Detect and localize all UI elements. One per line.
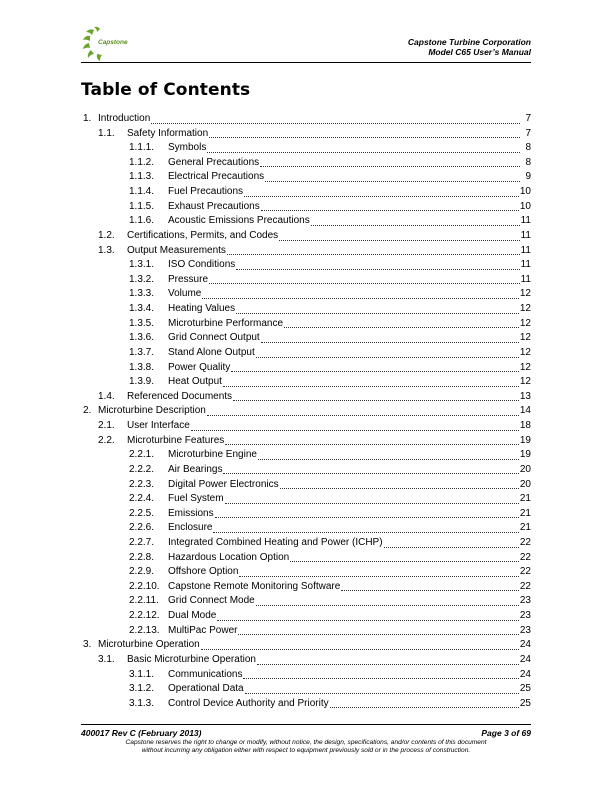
toc-entry-number: 2.2.2. [129,463,155,475]
toc-entry-page: 13 [519,390,531,402]
toc-entry-title: Grid Connect Output [168,332,260,344]
toc-entry-page: 23 [519,624,531,636]
toc-dot-leader [209,283,520,284]
toc-entry[interactable] [83,346,531,361]
toc-entry[interactable] [83,478,531,493]
toc-entry-number: 2.2.11. [129,595,159,607]
toc-entry-title: Microturbine Performance [168,317,284,329]
toc-entry-page: 8 [525,142,531,154]
toc-entry-title: Digital Power Electronics [168,478,279,490]
toc-entry-page: 10 [519,200,531,212]
toc-entry-number: 1.3.3. [129,288,155,300]
toc-entry[interactable] [83,682,531,697]
toc-entry-number: 2. [83,405,92,417]
toc-entry-page: 7 [525,113,531,124]
toc-entry[interactable] [83,141,531,156]
toc-entry[interactable] [83,170,531,185]
toc-entry[interactable] [83,448,531,463]
toc-dot-leader [209,137,520,138]
toc-entry[interactable] [83,273,531,288]
toc-entry[interactable] [83,127,531,142]
toc-entry-title: Output Measurements [127,244,226,256]
toc-dot-leader [201,649,519,650]
toc-entry[interactable] [83,112,531,127]
toc-entry[interactable] [83,609,531,624]
toc-dot-leader [290,561,519,562]
toc-dot-leader [243,678,518,679]
toc-dot-leader [223,386,519,387]
toc-dot-leader [280,488,519,489]
toc-entry-number: 1.3.5. [129,317,155,329]
toc-entry-page: 12 [519,376,531,388]
toc-dot-leader [223,473,518,474]
toc-dot-leader [261,210,519,211]
toc-entry-page: 25 [519,697,531,709]
page-header [408,37,531,57]
disclaimer [70,739,542,756]
toc-entry-number: 2.2.13. [129,624,160,636]
toc-entry-title: Pressure [168,273,209,285]
toc-entry-page: 22 [519,536,531,548]
toc-dot-leader [207,152,520,153]
toc-entry-page: 14 [519,405,531,417]
toc-entry-title: Certifications, Permits, and Codes [127,229,279,241]
toc-entry[interactable] [83,624,531,639]
toc-entry-page: 20 [519,463,531,475]
toc-entry[interactable] [83,404,531,419]
toc-entry-page: 22 [519,551,531,563]
toc-entry-number: 3.1.1. [129,668,155,680]
toc-dot-leader [225,503,519,504]
toc-entry-number: 3.1. [98,653,115,665]
toc-entry-title: Capstone Remote Monitoring Software [168,580,341,592]
toc-entry-page: 21 [519,507,531,519]
toc-entry-title: Symbols [168,142,207,154]
toc-entry-number: 1.1.5. [129,200,155,212]
toc-entry-number: 2.2.8. [129,551,155,563]
toc-entry-number: 1.3.7. [129,346,155,358]
toc-entry-number: 2.2.3. [129,478,155,490]
toc-dot-leader [217,620,519,621]
toc-entry-number: 1.1.2. [129,156,155,168]
toc-entry-title: Acoustic Emissions Precautions [168,215,310,227]
toc-dot-leader [213,532,518,533]
toc-entry-title: Safety Information [127,127,209,139]
toc-entry[interactable] [83,185,531,200]
toc-entry-title: Fuel System [168,493,224,505]
toc-entry-title: ISO Conditions [168,259,236,271]
toc-entry-page: 22 [519,580,531,592]
toc-entry[interactable] [83,463,531,478]
disclaimer-line: without incurring any obligation either with respect to equipment previously sold or in the process of construction. [141,747,471,755]
toc-entry-page: 24 [519,639,531,651]
toc-entry[interactable] [83,200,531,215]
toc-entry-number: 3.1.2. [129,683,155,695]
toc-entry[interactable] [83,565,531,580]
toc-entry-title: Dual Mode [168,610,217,622]
toc-entry-number: 1.3.4. [129,303,155,315]
toc-entry[interactable] [83,492,531,507]
toc-entry-title: General Precautions [168,156,260,168]
toc-entry-number: 1.3.9. [129,376,155,388]
toc-dot-leader [256,357,519,358]
toc-entry-number: 1. [83,113,92,124]
toc-entry-number: 2.2.12. [129,610,160,622]
toc-entry[interactable] [83,507,531,522]
page-title: Table of Contents [81,80,251,100]
toc-dot-leader [236,313,519,314]
toc-entry[interactable] [83,229,531,244]
toc-entry[interactable] [83,287,531,302]
toc-entry-title: Microturbine Engine [168,449,257,461]
toc-entry[interactable] [83,375,531,390]
toc-entry-number: 2.2.10. [129,580,160,592]
toc-entry-number: 1.1. [98,127,115,139]
toc-entry-page: 9 [525,171,531,183]
toc-dot-leader [284,327,519,328]
company-name: Capstone Turbine Corporation [407,37,531,47]
toc-entry-number: 2.2.6. [129,522,155,534]
toc-entry-number: 1.4. [98,390,115,402]
toc-entry-number: 2.2.5. [129,507,155,519]
disclaimer-line: Capstone reserves the right to change or modify, without notice, the design, specifications, and/or contents of this document [125,739,487,746]
toc-entry-title: Heating Values [168,303,236,315]
toc-entry-number: 1.1.4. [129,186,155,198]
toc-entry-number: 3. [83,639,92,651]
toc-entry-page: 22 [519,566,531,578]
toc-dot-leader [225,444,519,445]
toc-entry[interactable] [83,594,531,609]
toc-dot-leader [311,225,520,226]
toc-entry-number: 3.1.3. [129,697,155,709]
toc-entry[interactable] [83,653,531,668]
toc-dot-leader [215,517,519,518]
toc-entry-title: Offshore Option [168,566,239,578]
toc-entry-title: Hazardous Location Option [168,551,290,563]
toc-entry-number: 2.2. [98,434,115,446]
toc-entry-title: Volume [168,288,202,300]
toc-entry-number: 1.3.8. [129,361,155,373]
toc-entry-title: Microturbine Description [98,405,206,417]
toc-entry-number: 1.1.6. [129,215,155,227]
toc-entry-page: 19 [519,449,531,461]
toc-entry-page: 18 [519,420,531,432]
toc-entry-title: Introduction [98,113,151,124]
header-divider [81,62,531,63]
toc-entry[interactable] [83,317,531,332]
toc-dot-leader [257,664,519,665]
toc-entry[interactable] [83,668,531,683]
toc-entry[interactable] [83,536,531,551]
toc-dot-leader [207,415,519,416]
footer-divider [81,724,531,725]
toc-dot-leader [236,269,519,270]
toc-entry-page: 24 [519,668,531,680]
toc-entry-number: 1.2. [98,229,115,241]
toc-entry-title: Integrated Combined Heating and Power (ICHP) [168,536,383,548]
toc-entry-title: User Interface [127,420,190,432]
toc-entry-title: Microturbine Features [127,434,225,446]
toc-entry-page: 23 [519,595,531,607]
toc-entry[interactable] [83,302,531,317]
toc-entry-page: 12 [519,361,531,373]
toc-dot-leader [244,196,519,197]
toc-entry-page: 23 [519,610,531,622]
toc-entry[interactable] [83,638,531,653]
toc-entry-page: 12 [519,288,531,300]
toc-entry[interactable] [83,580,531,595]
toc-entry-title: Air Bearings [168,463,223,475]
toc-dot-leader [245,693,519,694]
toc-entry-page: 8 [525,156,531,168]
toc-entry[interactable] [83,244,531,259]
toc-entry-number: 2.1. [98,420,115,432]
toc-dot-leader [341,590,519,591]
toc-entry-number: 2.2.9. [129,566,155,578]
toc-dot-leader [202,298,519,299]
toc-dot-leader [261,342,519,343]
toc-entry-title: MultiPac Power [168,624,238,636]
toc-entry-page: 12 [519,303,531,315]
toc-entry-title: Electrical Precautions [168,171,265,183]
toc-entry[interactable] [83,214,531,229]
document-revision: 400017 Rev C (February 2013) [81,728,202,738]
toc-entry-title: Operational Data [168,683,244,695]
toc-entry-page: 20 [519,478,531,490]
toc-entry-title: Heat Output [168,376,222,388]
toc-entry-title: Exhaust Precautions [168,200,260,212]
toc-entry[interactable] [83,419,531,434]
toc-entry-page: 11 [520,273,531,285]
toc-entry-title: Communications [168,668,243,680]
toc-entry-title: Grid Connect Mode [168,595,255,607]
toc-entry-title: Basic Microturbine Operation [127,653,256,665]
toc-entry-title: Fuel Precautions [168,186,244,198]
toc-dot-leader [256,605,519,606]
toc-entry-page: 11 [520,259,531,271]
toc-entry-page: 12 [519,317,531,329]
toc-entry-title: Stand Alone Output [168,346,255,358]
toc-entry-page: 12 [519,332,531,344]
toc-entry-page: 19 [519,434,531,446]
toc-entry-number: 1.3.1. [129,259,155,271]
toc-entry[interactable] [83,331,531,346]
toc-entry-page: 21 [519,522,531,534]
toc-entry-title: Microturbine Operation [98,639,200,651]
toc-dot-leader [384,547,519,548]
toc-entry-number: 1.3.2. [129,273,155,285]
toc-entry-number: 1.3.6. [129,332,155,344]
toc-entry-title: Emissions [168,507,214,519]
toc-dot-leader [260,166,520,167]
toc-entry-number: 2.2.4. [129,493,155,505]
toc-entry-title: Control Device Authority and Priority [168,697,329,709]
toc-entry-number: 1.3. [98,244,115,256]
toc-dot-leader [231,371,519,372]
toc-entry[interactable] [83,258,531,273]
toc-entry-number: 2.2.7. [129,536,155,548]
toc-entry-page: 11 [520,215,531,227]
toc-entry-title: Power Quality [168,361,231,373]
toc-dot-leader [330,707,519,708]
toc-entry[interactable] [83,697,531,712]
toc-entry-title: Referenced Documents [127,390,233,402]
toc-entry-title: Enclosure [168,522,213,534]
toc-entry-page: 10 [519,186,531,198]
toc-entry-number: 1.1.1. [129,142,155,154]
toc-entry-page: 7 [525,127,531,139]
toc-entry[interactable] [83,361,531,376]
toc-entry-page: 21 [519,493,531,505]
toc-entry[interactable] [83,434,531,449]
toc-dot-leader [238,634,518,635]
toc-entry-page: 11 [520,229,531,241]
toc-entry-page: 25 [519,683,531,695]
page-number: Page 3 of 69 [481,728,531,738]
toc-dot-leader [279,240,519,241]
toc-entry[interactable] [83,390,531,405]
toc-entry-page: 24 [519,653,531,665]
toc-dot-leader [191,430,519,431]
toc-dot-leader [239,576,518,577]
toc-dot-leader [151,123,520,124]
toc-entry-page: 11 [520,244,531,256]
toc-dot-leader [227,254,520,255]
toc-entry[interactable] [83,521,531,536]
toc-entry-number: 2.2.1. [129,449,155,461]
toc-entry[interactable] [83,156,531,171]
toc-dot-leader [233,400,519,401]
toc-entry[interactable] [83,551,531,566]
toc-dot-leader [265,181,520,182]
toc-entry-page: 12 [519,346,531,358]
manual-name: Model C65 User’s Manual [428,47,531,57]
logo-text: Capstone [98,39,128,46]
toc-dot-leader [258,459,519,460]
toc-entry-number: 1.1.3. [129,171,155,183]
